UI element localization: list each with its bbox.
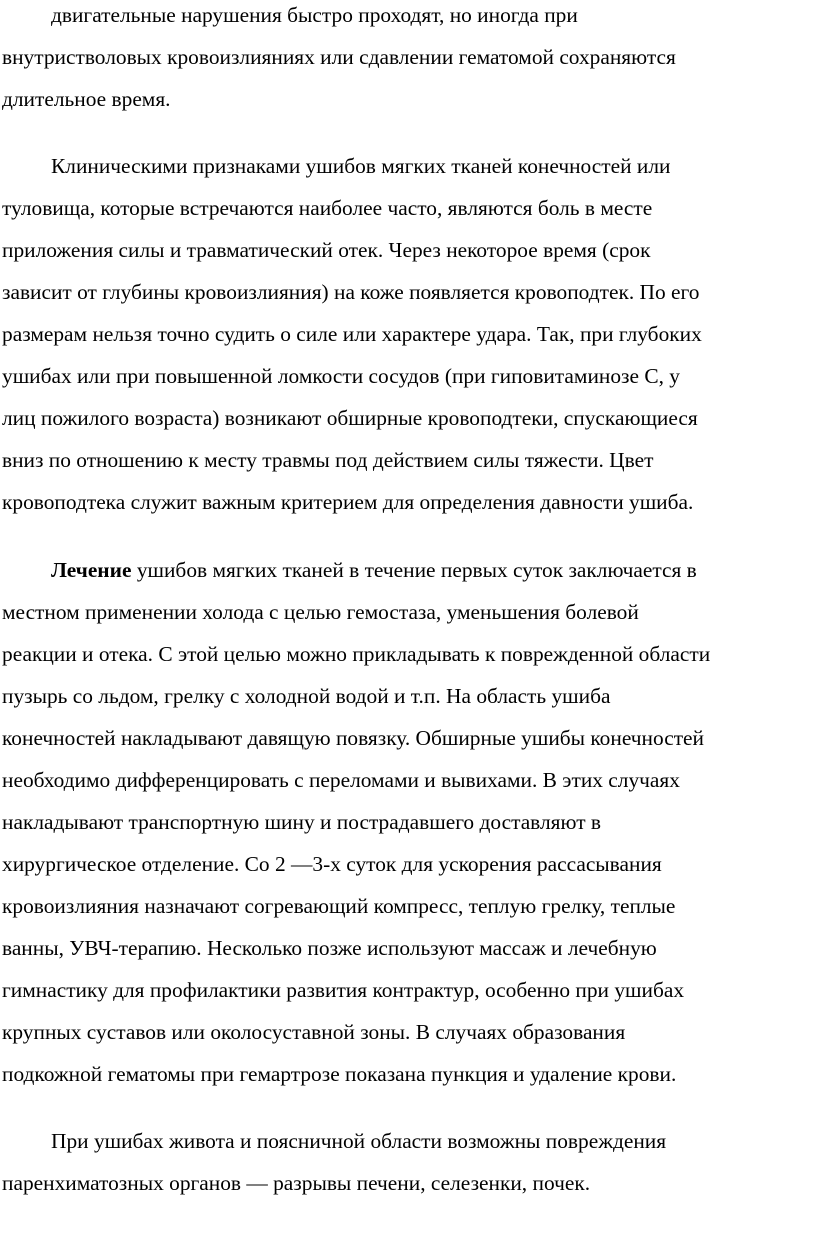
text-line: лиц пожилого возраста) возникают обширные кровоподтеки, спускающиеся (2, 406, 698, 430)
text-line: Клиническими признаками ушибов мягких тканей конечностей или (51, 154, 671, 178)
text-line: длительное время. (2, 87, 171, 111)
text-run: ушибов мягких тканей в течение первых суток заключается в (131, 558, 697, 582)
text-line: местном применении холода с целью гемостаза, уменьшения болевой (2, 600, 639, 624)
bold-heading: Лечение (51, 558, 132, 582)
text-line: реакции и отека. С этой целью можно прикладывать к поврежденной области (2, 642, 711, 666)
text-line (51, 560, 697, 581)
text-line: приложения силы и травматический отек. Через некоторое время (срок (2, 238, 651, 262)
text-line: туловища, которые встречаются наиболее часто, являются боль в месте (2, 196, 653, 220)
text-line: крупных суставов или околосуставной зоны. В случаях образования (2, 1020, 626, 1044)
text-line: внутристволовых кровоизлияниях или сдавлении гематомой сохраняются (2, 45, 676, 69)
text-line: При ушибах живота и поясничной области возможны повреждения (51, 1129, 667, 1153)
text-line: вниз по отношению к месту травмы под действием силы тяжести. Цвет (2, 448, 654, 472)
text-line: зависит от глубины кровоизлияния) на коже появляется кровоподтек. По его (2, 280, 700, 304)
text-line: накладывают транспортную шину и пострадавшего доставляют в (2, 810, 602, 834)
text-line: хирургическое отделение. Со 2 —3-х суток для ускорения рассасывания (2, 852, 662, 876)
text-line: кровоизлияния назначают согревающий компресс, теплую грелку, теплые (2, 894, 676, 918)
text-line: пузырь со льдом, грелку с холодной водой и т.п. На область ушиба (2, 684, 611, 708)
text-line: ушибах или при повышенной ломкости сосудов (при гиповитаминозе С, у (2, 364, 680, 388)
text-line: размерам нельзя точно судить о силе или характере удара. Так, при глубоких (2, 322, 702, 346)
text-line: гимнастику для профилактики развития контрактур, особенно при ушибах (2, 978, 685, 1002)
text-line: подкожной гематомы при гемартрозе показана пункция и удаление крови. (2, 1062, 677, 1086)
text-line: ванны, УВЧ-терапию. Несколько позже используют массаж и лечебную (2, 936, 657, 960)
text-line: двигательные нарушения быстро проходят, но иногда при (51, 3, 578, 27)
text-line: необходимо дифференцировать с переломами и вывихами. В этих случаях (2, 768, 680, 792)
text-line: кровоподтека служит важным критерием для определения давности ушиба. (2, 490, 694, 514)
text-line: конечностей накладывают давящую повязку. Обширные ушибы конечностей (2, 726, 705, 750)
text-line: паренхиматозных органов — разрывы печени, селезенки, почек. (2, 1171, 591, 1195)
